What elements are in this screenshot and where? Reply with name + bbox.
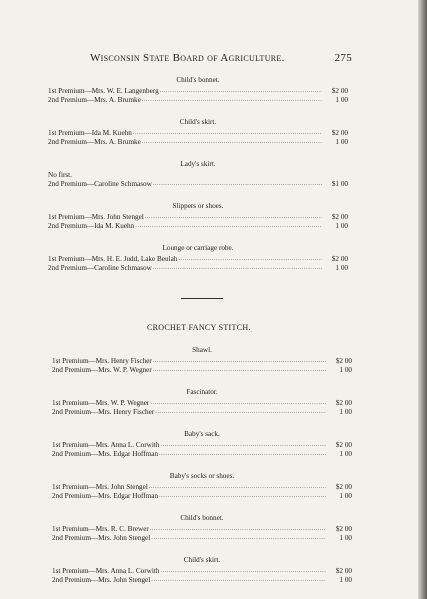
group-bottom-2 [52, 430, 352, 459]
group-top-1 [48, 118, 348, 147]
premium-entry: 1st Premium—Mrs. W. P. Wegner ..... $2 00 [52, 399, 352, 408]
group-bottom-4 [52, 514, 352, 543]
group-bottom-0 [52, 346, 352, 375]
group-bottom-5 [52, 556, 352, 585]
category-heading: Fascinator. [186, 388, 218, 396]
premium-entry: 2nd Premium—Mrs. Edgar Hoffman ..... 1 00 [52, 492, 352, 501]
premium-entry: 2nd Premium—Mrs. John Stengel ..... 1 00 [52, 576, 352, 585]
premium-entry: No first. [48, 171, 72, 179]
premium-entry: 1st Premium—Mrs. Anna L. Corwith ..... $2 00 [52, 441, 352, 450]
premium-entry: 2nd Premium—Caroline Schmasow ..... 1 00 [48, 264, 348, 273]
section-title: CROCHET FANCY STITCH. [147, 323, 251, 332]
category-heading: Lady's skirt. [180, 160, 216, 168]
premium-entry: 2nd Premium—Mrs. Edgar Hoffman ..... 1 00 [52, 450, 352, 459]
group-top-3 [48, 202, 348, 231]
group-bottom-1 [52, 388, 352, 417]
premium-entry: 1st Premium—Mrs. John Stengel ..... $2 00 [48, 213, 348, 222]
premium-entry: 1st Premium—Mrs. W. E. Langenberg ..... $2 00 [48, 87, 348, 96]
premium-entry: 2nd Premium—Mrs. A. Brumke ..... 1 00 [48, 138, 348, 147]
category-heading: Child's bonnet. [180, 514, 224, 522]
premium-entry: 2nd Premium—Caroline Schmasow ..... $1 00 [48, 180, 348, 189]
category-heading: Child's skirt. [179, 118, 217, 126]
category-heading: Shawl. [192, 346, 212, 354]
premium-entry: 1st Premium—Mrs. H. E. Judd, Lake Beulah ..... $2 00 [48, 255, 348, 264]
premium-entry: 1st Premium—Mrs. Henry Fischer ..... $2 00 [52, 357, 352, 366]
category-heading: Baby's sack. [184, 430, 220, 438]
premium-entry: 1st Premium—Mrs. John Stengel ..... $2 00 [52, 483, 352, 492]
section-divider [181, 298, 223, 299]
running-title: Wisconsin State Board of Agriculture. [90, 52, 285, 64]
category-heading: Slippers or shoes. [172, 202, 224, 210]
category-heading: Baby's socks or shoes. [169, 472, 235, 480]
premium-entry: 2nd Premium—Mrs. Henry Fischer ..... 1 00 [52, 408, 352, 417]
group-top-0 [48, 76, 348, 105]
group-bottom-3 [52, 472, 352, 501]
group-top-2 [48, 160, 348, 189]
premium-entry: 2nd Premium—Mrs. W. P. Wegner ..... 1 00 [52, 366, 352, 375]
premium-entry: 2nd Premium—Ida M. Kuehn ..... 1 00 [48, 222, 348, 231]
page-number: 275 [334, 52, 352, 64]
category-heading: Child's bonnet. [176, 76, 220, 84]
category-heading: Lounge or carriage robe. [162, 244, 234, 252]
category-heading: Child's skirt. [183, 556, 221, 564]
premium-entry: 1st Premium—Mrs. Anna L. Corwith ..... $2 00 [52, 567, 352, 576]
premium-entry: 2nd Premium—Mrs. A. Brumke ..... 1 00 [48, 96, 348, 105]
page-edge-shadow [418, 0, 427, 599]
premium-entry: 1st Premium—Mrs. R. C. Brewer ..... $2 00 [52, 525, 352, 534]
page-header [90, 52, 352, 64]
premium-entry: 2nd Premium—Mrs. John Stengel ..... 1 00 [52, 534, 352, 543]
premium-entry: 1st Premium—Ida M. Kuehn ..... $2 00 [48, 129, 348, 138]
group-top-4 [48, 244, 348, 273]
